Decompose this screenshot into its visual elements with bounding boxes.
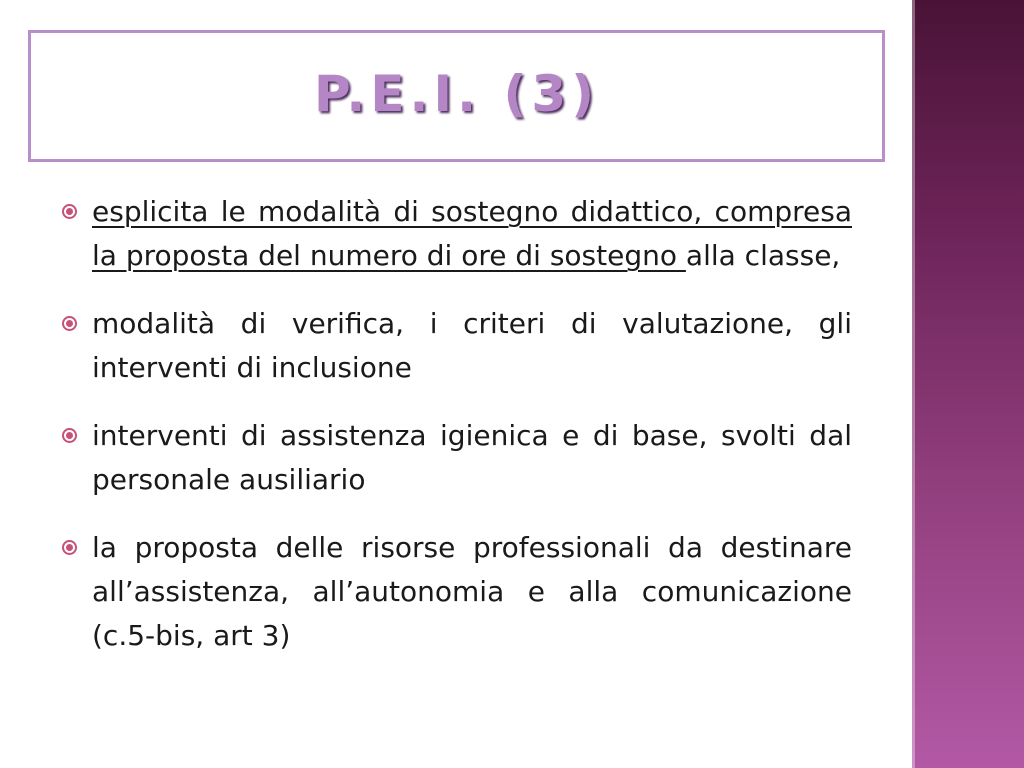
slide-title: P.E.I. (3) <box>313 65 600 123</box>
circle-dot-icon <box>62 204 77 219</box>
bullet-text: alla classe, <box>685 239 841 272</box>
title-box <box>28 30 885 162</box>
bullet-text: interventi di assistenza igienica e di base, svolti dal personale ausiliario <box>92 419 852 496</box>
bullet-item-2 <box>62 302 852 390</box>
bullet-item-3 <box>62 414 852 502</box>
bullet-item-1 <box>62 190 852 278</box>
side-panel-edge <box>912 0 915 768</box>
bullet-item-4 <box>62 526 852 658</box>
decorative-side-panel <box>912 0 1024 768</box>
bullet-underlined-text: esplicita le modalità di sostegno didattico, compresa la proposta del numero di ore di sostegno <box>92 195 852 272</box>
bullet-text: la proposta delle risorse professionali da destinare all’assistenza, all’autonomia e alla comunicazione (c.5-bis, art 3) <box>92 531 852 652</box>
bullet-text: modalità di verifica, i criteri di valutazione, gli interventi di inclusione <box>92 307 852 384</box>
bullet-list <box>62 190 852 682</box>
circle-dot-icon <box>62 540 77 555</box>
circle-dot-icon <box>62 316 77 331</box>
circle-dot-icon <box>62 428 77 443</box>
